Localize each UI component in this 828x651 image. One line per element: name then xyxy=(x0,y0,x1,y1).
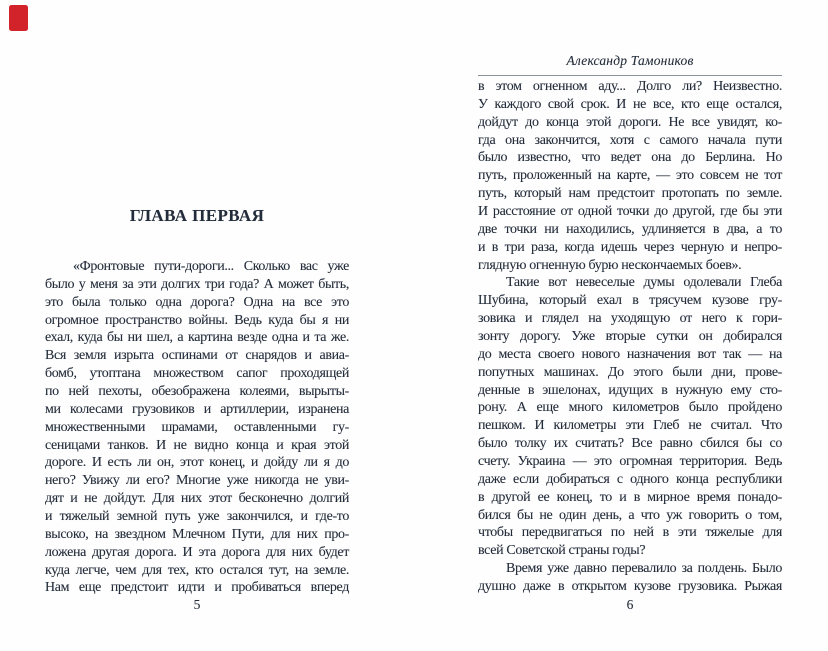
text-line: зовика и глядел на уходящую от него к гори- xyxy=(478,311,782,327)
text-line: гда она закончится, хотя с самого начала пути xyxy=(478,132,782,148)
text-line: зонту дорогу. Уже вторые сутки он добирался xyxy=(478,329,782,345)
text-line: в этом огненном аду... Долго ли? Неизвестно. xyxy=(478,79,782,94)
text-line: было у меня за эти долгих три года? А может быть, xyxy=(45,276,349,292)
text-line: рону. А еще много километров было пройдено xyxy=(478,400,782,416)
text-line: по ней пехоты, обезображена колеями, вырыты- xyxy=(45,384,349,400)
text-line: У каждого свой срок. И не все, кто еще остался, xyxy=(478,96,782,112)
left-page xyxy=(45,0,349,651)
running-head-rule xyxy=(478,75,782,76)
text-line: огромное пространство войны. Ведь куда бы я ни xyxy=(45,312,349,328)
text-line: две точки ни находились, удлиняется в два, а то xyxy=(478,221,782,237)
bookmark-icon[interactable] xyxy=(9,5,28,31)
text-line: в другой ее конец, то и в мирное время понадо- xyxy=(478,489,782,505)
text-line: множественными шрамами, оставленными гу- xyxy=(45,419,349,435)
text-line: путь, который нам предстоит протопать по земле. xyxy=(478,186,782,202)
text-line: душно даже в открытом кузове грузовика. Рыжая xyxy=(478,579,782,595)
text-line: ехал, куда бы ни шел, а картина везде одна и та же. xyxy=(45,330,349,346)
text-line: Такие вот невеселые думы одолевали Глеба xyxy=(506,275,782,291)
text-line: чтобы передвигаться по ней в эти тяжелые для xyxy=(478,525,782,541)
text-line: дят и не дойдут. Для них этот бесконечно долгий xyxy=(45,491,349,507)
right-page xyxy=(478,0,782,651)
text-line: было толку их считать? Все равно сбился бы со xyxy=(478,436,782,452)
text-line: него? Увижу ли его? Многие уже никогда не уви- xyxy=(45,473,349,489)
text-line: ми колесами грузовиков и артиллерии, изранена xyxy=(45,401,349,417)
running-head-author: Александр Тамоников xyxy=(566,53,694,68)
text-line: и в три раза, когда идешь через черную и непро- xyxy=(478,239,782,255)
text-line: Время уже давно перевалило за полдень. Было xyxy=(506,561,782,577)
text-line: ложена другая дорога. И эта дорога для них будет xyxy=(45,544,349,560)
text-line: счету. Украина — это огромная территория. Ведь xyxy=(478,454,782,470)
text-line: бомб, утоптана множеством сапог проходящей xyxy=(45,366,349,382)
right-page-body xyxy=(478,78,782,596)
text-line: это была только одна дорога? Одна на все это xyxy=(45,294,349,310)
text-line: и тяжелый земной путь уже закончился, и где-то xyxy=(45,509,349,525)
text-line: Вся земля изрыта оспинами от снарядов и авиа- xyxy=(45,348,349,364)
text-line: Шубина, который ехал в трясучем кузове гру- xyxy=(478,293,782,309)
text-line: куда легче, чем для тех, кто остался тут, на земле. xyxy=(45,562,349,578)
text-line: высоко, на звездном Млечном Пути, для них про- xyxy=(45,526,349,542)
text-line: денные в эшелонах, идущих в нужную ему сто- xyxy=(478,382,782,398)
text-line: попутных машинах. До этого были дни, прове- xyxy=(478,364,782,380)
text-line: Нам еще предстоит идти и пробиваться вперед xyxy=(45,580,349,596)
text-line: И расстояние от одной точки до другой, где бы эти xyxy=(478,204,782,220)
text-line: «Фронтовые пути-дороги... Сколько вас уже xyxy=(73,259,349,274)
text-line: было известно, что ведет она до Берлина. Но xyxy=(478,150,782,166)
left-page-body xyxy=(45,258,349,597)
text-line: всей Советской страны годы? xyxy=(478,543,646,559)
text-line: бился бы не один день, а что уж говорить о том, xyxy=(478,507,782,523)
text-line: пешком. И километры эти Глеб не считал. Что xyxy=(478,418,782,434)
text-line: путь, проложенный на карте, — это совсем не тот xyxy=(478,168,782,184)
chapter-title: ГЛАВА ПЕРВАЯ xyxy=(129,206,265,225)
text-line: до места своего нового назначения вот так — на xyxy=(478,346,782,362)
text-line: дороге. И есть ли он, этот конец, и дойду ли я до xyxy=(45,455,349,471)
text-line: даже если добираться с одного конца республики xyxy=(478,471,782,487)
text-line: глядную огненную бурю нескончаемых боев». xyxy=(478,257,742,273)
right-page-number: 6 xyxy=(626,597,634,612)
left-page-number: 5 xyxy=(193,597,201,612)
text-line: сеницами танков. И не видно конца и края этой xyxy=(45,437,349,453)
text-line: дойдут до конца этой дороги. Не все увидят, ко- xyxy=(478,114,782,130)
